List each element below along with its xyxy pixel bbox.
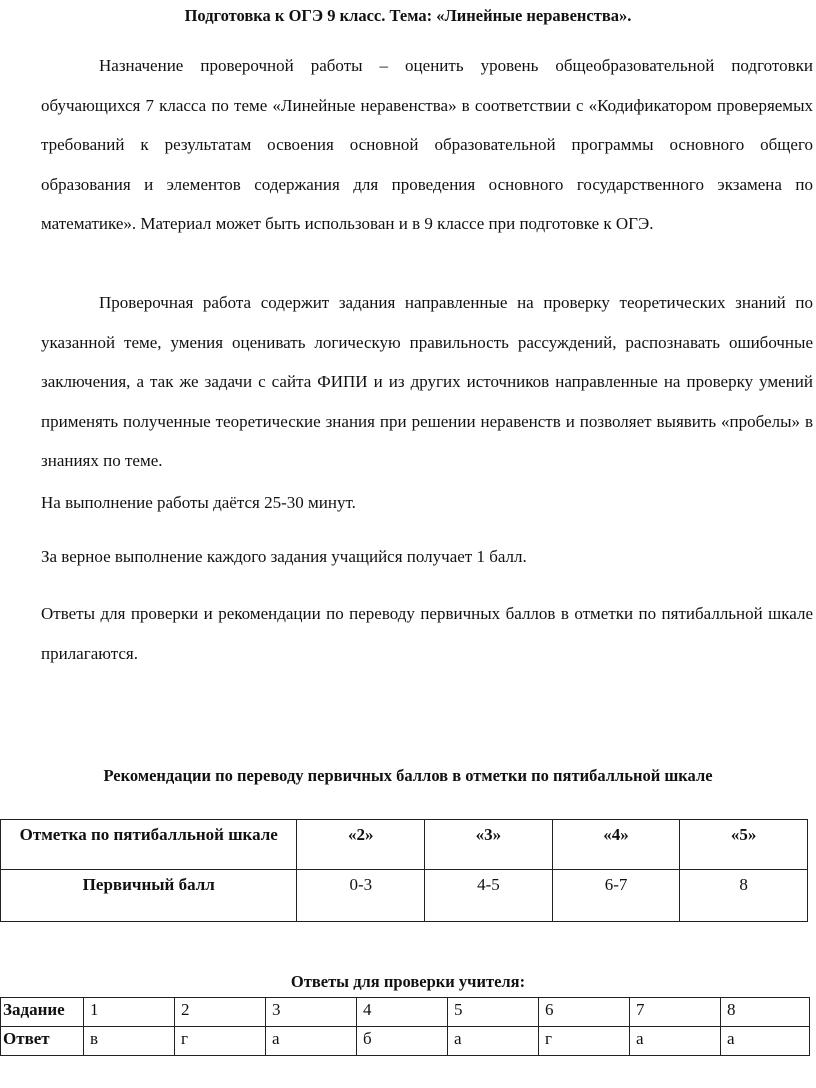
- paragraph-content: Проверочная работа содержит задания направленные на проверку теоретических знаний по указанной теме, умения оценивать логическую правильность рассуждений, распознавать ошибочные заключения, а так же задачи с сайта ФИПИ и из других источников направленные на проверку умений применять полученные теоретические знания при решении неравенств и позволяет выявить «пробелы» в знаниях по теме.: [41, 293, 813, 470]
- document-title: Подготовка к ОГЭ 9 класс. Тема: «Линейные неравенства».: [184, 6, 632, 25]
- answer-cell: в: [84, 1027, 175, 1056]
- task-cell: 1: [84, 998, 175, 1027]
- task-cell: 7: [630, 998, 721, 1027]
- table-row: [1, 998, 810, 1027]
- task-cell: 5: [448, 998, 539, 1027]
- score-cell: 4-5: [425, 870, 553, 922]
- paragraph-scoring: За верное выполнение каждого задания учащийся получает 1 балл.: [41, 547, 527, 566]
- answer-cell: г: [175, 1027, 266, 1056]
- paragraph-time: На выполнение работы даётся 25-30 минут.: [41, 493, 356, 512]
- grade-table: [0, 819, 808, 922]
- task-cell: 3: [266, 998, 357, 1027]
- answer-header-label: Ответ: [1, 1027, 84, 1056]
- grade-cell: «4»: [552, 820, 680, 870]
- answer-cell: б: [357, 1027, 448, 1056]
- answer-cell: а: [630, 1027, 721, 1056]
- answer-cell: а: [448, 1027, 539, 1056]
- answer-table: [0, 997, 810, 1056]
- grade-header-label: Отметка по пятибалльной шкале: [1, 820, 297, 870]
- task-cell: 8: [721, 998, 810, 1027]
- paragraph-attachments: Ответы для проверки и рекомендации по переводу первичных баллов в отметки по пятибалльной шкале прилагаются.: [41, 604, 813, 663]
- table-row: [1, 1027, 810, 1056]
- answer-cell: а: [721, 1027, 810, 1056]
- grade-table-title: Рекомендации по переводу первичных баллов в отметки по пятибалльной шкале: [103, 766, 713, 785]
- score-cell: 0-3: [297, 870, 425, 922]
- score-cell: 6-7: [552, 870, 680, 922]
- table-row: [1, 870, 808, 922]
- score-cell: 8: [680, 870, 808, 922]
- task-cell: 4: [357, 998, 448, 1027]
- paragraph-purpose: Назначение проверочной работы – оценить уровень общеобразовательной подготовки обучающихся 7 класса по теме «Линейные неравенства» в соответствии с «Кодификатором проверяемых требований к результатам освоения основной образовательной программы основного общего образования и элементов содержания для проведения основного государственного экзамена по математике». Материал может быть использован и в 9 классе при подготовке к ОГЭ.: [41, 56, 813, 233]
- grade-cell: «3»: [425, 820, 553, 870]
- task-cell: 2: [175, 998, 266, 1027]
- answer-cell: г: [539, 1027, 630, 1056]
- grade-cell: «2»: [297, 820, 425, 870]
- table-row: [1, 820, 808, 870]
- grade-cell: «5»: [680, 820, 808, 870]
- score-header-label: Первичный балл: [1, 870, 297, 922]
- task-header-label: Задание: [1, 998, 84, 1027]
- answer-cell: а: [266, 1027, 357, 1056]
- task-cell: 6: [539, 998, 630, 1027]
- answer-table-title: Ответы для проверки учителя:: [290, 972, 526, 991]
